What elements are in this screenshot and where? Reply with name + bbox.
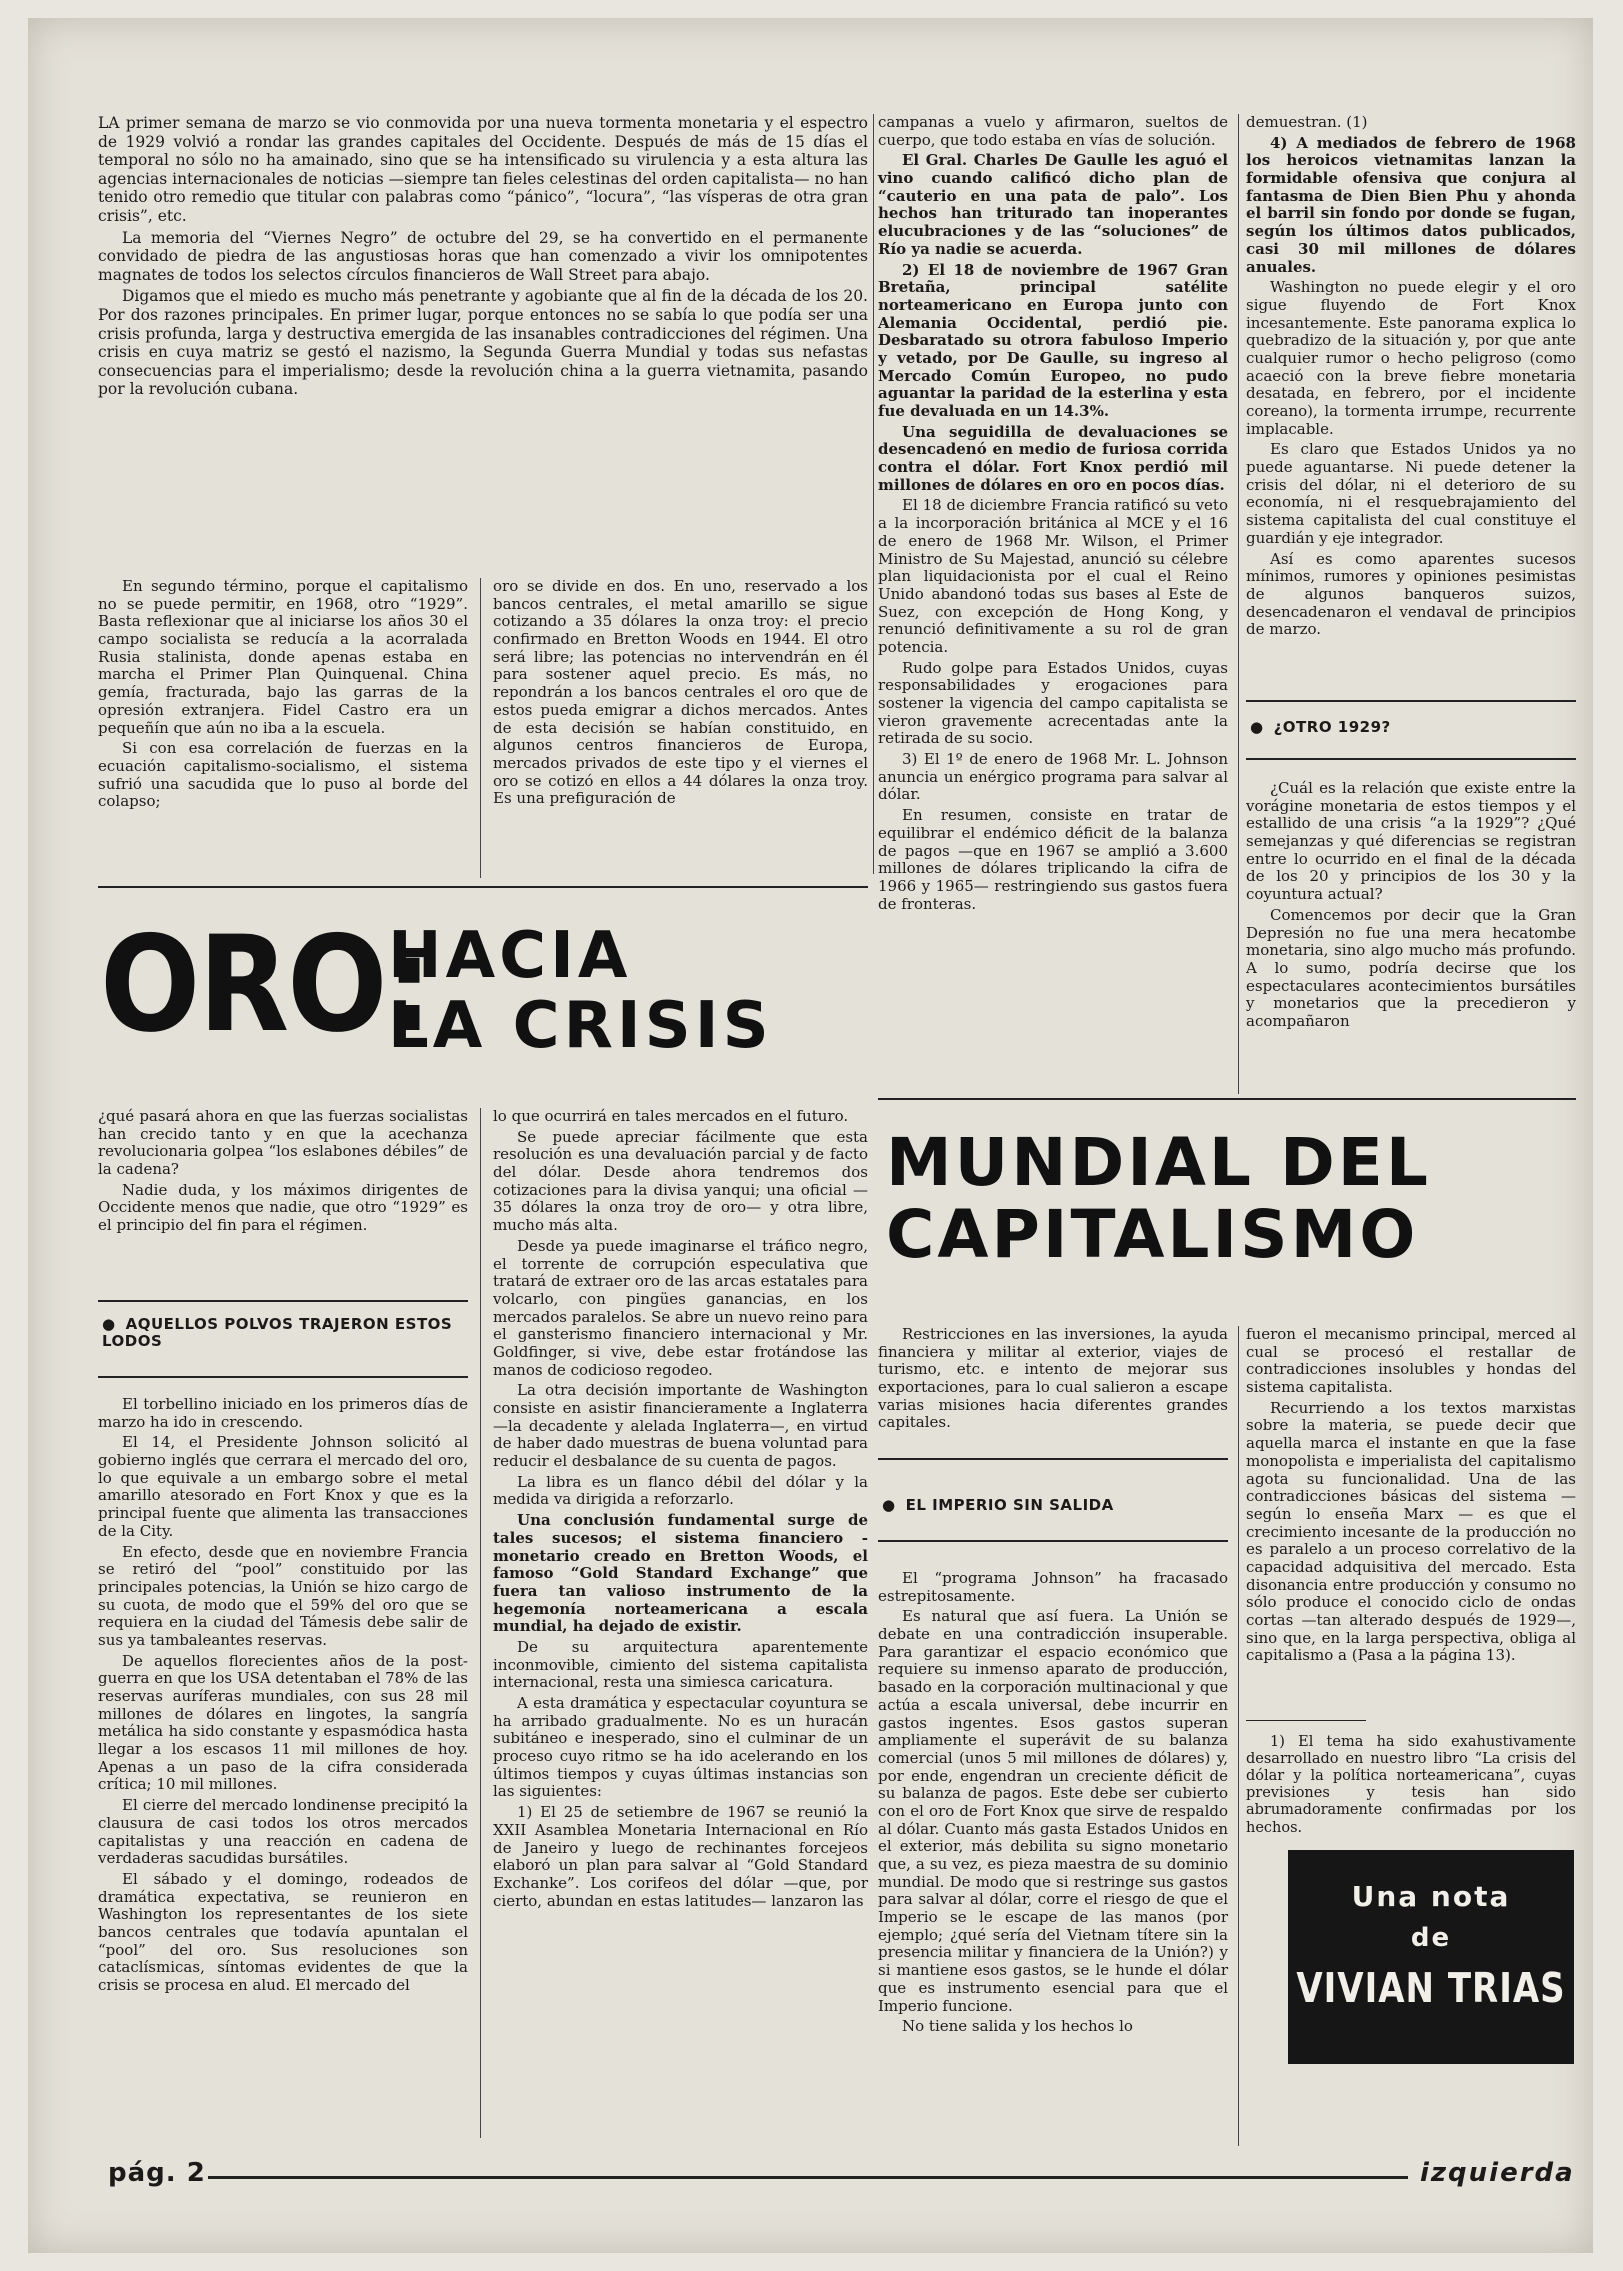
column-f xyxy=(493,1108,868,1913)
column-e2-paragraph-4: De aquellos florecientes años de la post-guerra en que los USA detentaban el 78% de las reservas auríferas mundiales, con sus 28 mil millones de dólares en lingotes, la sangría metálica ha sido constante y espasmódica hasta llegar a los escasos 11 mil millones de hoy. Apenas a un paso de la cifra considerada crítica; 10 mil millones. xyxy=(98,1651,468,1794)
column-f-paragraph-7: De su arquitectura aparentemente inconmovible, cimiento del sistema capitalista internacional, resta una simiesca caricatura. xyxy=(493,1637,868,1692)
column-e2 xyxy=(98,1396,468,1998)
column-e2-paragraph-2: El 14, el Presidente Johnson solicitó al gobierno inglés que cerrara el mercado del oro, lo que equivale a un embargo sobre el metal amarillo atesorado en Fort Knox y que es la principal fuente que alimenta las transacciones de la City. xyxy=(98,1433,468,1540)
column-h-paragraph-2: Recurriendo a los textos marxistas sobre la materia, se puede decir que aquella marca el instante en que la fase monopolista e imperialista del capitalismo agota su funcionalidad. Una de las contradicciones básicas del sistema —según lo enseña Marx — es que el crecimiento incesante de la producción no es paralelo a un proceso correlativo de la capacidad adquisitiva del mercado. Esta disonancia entre producción y consumo no sólo produce el conocido ciclo de ondas cortas —tan alterado después de 1929—, sino que, en la larga perspectiva, obliga al capitalismo a (Pasa a la página 13). xyxy=(1246,1398,1576,1665)
headline-oro: ORO: xyxy=(100,906,431,1062)
publication-name: izquierda xyxy=(1420,2158,1575,2188)
column-f-paragraph-8: A esta dramática y espectacular coyuntura se ha arribado gradualmente. No es un huracán subitáneo e inesperado, sino el culminar de un proceso cuyo ritmo se ha ido acelerando en los últimos tiempos y cuyas últimas instancias son las siguientes: xyxy=(493,1694,868,1801)
column-c-paragraph-2: El Gral. Charles De Gaulle les aguó el vino cuando calificó dicho plan de “cauterio en una pata de palo”. Los hechos han triturado tan inoperantes elucubraciones y de las “soluciones” de Río ya nadie se acuerda. xyxy=(878,151,1228,258)
polvos-heading-rule-bottom xyxy=(98,1376,468,1378)
headline-la-crisis: LA CRISIS xyxy=(388,989,773,1063)
intro-block xyxy=(98,114,868,402)
column-g2-paragraph-2: Es natural que así fuera. La Unión se debate en una contradicción insuperable. Para garantizar el espacio económico que requiere su inmenso aparato de producción, basado en la corporación multinacional y que actúa a escala universal, debe incurrir en gastos ingentes. Esos gastos superan ampliamente el superávit de su balanza comercial (unos 5 mil millones de dólares) y, por ende, engendran un creciente déficit de su balanza de pagos. Este debe ser cubierto con el oro de Fort Knox que sirve de respaldo al dólar. Cuanto más gasta Estados Unidos en el exterior, más debilita su signo monetario que, a su vez, es pieza maestra de su dominio mundial. De modo que si restringe sus gastos para salvar al dólar, corre el riesgo de que el Imperio se le escape de las manos (por ejemplo; ¿qué sería del Vietnam títere sin la presencia militar y financiera de la Unión?) y si mantiene esos gastos, se le hunde el dólar que es instrumento esencial para que el Imperio funcione. xyxy=(878,1607,1228,2015)
column-c-paragraph-6: Rudo golpe para Estados Unidos, cuyas responsabilidades y erogaciones para sostener la vigencia del campo capitalista se vieron gravemente acrecentadas ante la retirada de su socio. xyxy=(878,658,1228,748)
imperio-heading-rule-bottom xyxy=(878,1540,1228,1542)
byline-line-2: de xyxy=(1410,1923,1452,1953)
column-d-paragraph-5: Así es como aparentes sucesos mínimos, rumores y opiniones pesimistas de algunos banqueros suizos, desencadenaron el vendaval de principios de marzo. xyxy=(1246,549,1576,639)
column-e-paragraph-1: ¿qué pasará ahora en que las fuerzas socialistas han crecido tanto y en que la acechanza revolucionaria golpea “los eslabones débiles” de la cadena? xyxy=(98,1107,468,1179)
page-number: pág. 2 xyxy=(108,2158,206,2188)
bullet-icon: ● xyxy=(102,1315,116,1333)
column-f-paragraph-2: Se puede apreciar fácilmente que esta resolución es una devaluación parcial y de facto del dólar. Desde ahora tendremos dos cotizaciones para la divisa yanqui; una oficial — 35 dólares la onza troy de oro— y otra libre, mucho más alta. xyxy=(493,1127,868,1235)
column-e2-paragraph-5: El cierre del mercado londinense precipitó la clausura de casi todos los otros mercados capitalistas y una reacción en cadena de verdaderas sacudidas bursátiles. xyxy=(98,1796,468,1868)
polvos-heading xyxy=(102,1316,462,1351)
column-g xyxy=(878,1326,1228,1435)
column-separator xyxy=(480,1108,481,2138)
footer-rule xyxy=(208,2176,1408,2179)
polvos-heading-text: AQUELLOS POLVOS TRAJERON ESTOS LODOS xyxy=(102,1315,453,1351)
column-g-paragraph-1: Restricciones en las inversiones, la ayuda financiera y militar al exterior, viajes de turismo, etc. e intento de mejorar sus exportaciones, para lo cual salieron a escape varias misiones hacia diferentes grandes capitales. xyxy=(878,1325,1228,1432)
column-g2 xyxy=(878,1570,1228,2039)
column-h-paragraph-1: fueron el mecanismo principal, merced al cual se procesó el restallar de contradicciones insolubles y hondas del sistema capitalista. xyxy=(1246,1325,1576,1397)
column-f-paragraph-3: Desde ya puede imaginarse el tráfico negro, el torrente de corrupción especulativa que tratará de extraer oro de las arcas estatales para volcarlo, con pingües ganancias, en los mercados paralelos. Se abre un nuevo reino para el gansterismo financiero internacional y Mr. Goldfinger, si vive, debe estar frotándose las manos de codicioso regodeo. xyxy=(493,1236,868,1379)
column-e2-paragraph-6: El sábado y el domingo, rodeados de dramática expectativa, se reunieron en Washington los representantes de los siete bancos centrales que todavía apuntalan el “pool” del oro. Sus resoluciones son cataclísmicas, síntomas evidentes de que la crisis se procesa en alud. El mercado del xyxy=(98,1869,468,1994)
column-g2-paragraph-3: No tiene salida y los hechos lo xyxy=(902,2017,1133,2036)
column-e2-paragraph-1: El torbellino iniciado en los primeros días de marzo ha ido in crescendo. xyxy=(98,1395,468,1431)
column-e-paragraph-2: Nadie duda, y los máximos dirigentes de Occidente menos que nadie, que otro “1929” es el principio del fin para el régimen. xyxy=(98,1180,468,1235)
intro-paragraph-2: La memoria del “Viernes Negro” de octubre del 29, se ha convertido en el permanente convidado de piedra de las angustiosas horas que han comenzado a vivir los omnipotentes magnates de todos los selectos círculos financieros de Wall Street para abajo. xyxy=(98,228,868,284)
column-f-paragraph-4: La otra decisión importante de Washington consiste en asistir financieramente a Inglaterra —la decadente y alelada Inglaterra—, en virtud de haber dado muestras de buena voluntad para reducir el desbalance de su cuenta de pagos. xyxy=(493,1381,868,1471)
column-c-paragraph-1: campanas a vuelo y afirmaron, sueltos de cuerpo, que todo estaba en vías de solución. xyxy=(878,113,1228,149)
column-d-paragraph-2: 4) A mediados de febrero de 1968 los heroicos vietnamitas lanzan la formidable ofensiva que conjura al fantasma de Dien Bien Phu y ahonda el barril sin fondo por donde se fugan, según los últimos datos publicados, casi 30 mil millones de dólares anuales. xyxy=(1246,133,1576,276)
column-f-paragraph-5: La libra es un flanco débil del dólar y la medida va dirigida a reforzarlo. xyxy=(493,1472,868,1509)
column-c xyxy=(878,114,1228,916)
column-d-paragraph-1: demuestran. (1) xyxy=(1246,113,1368,131)
column-e xyxy=(98,1108,468,1238)
headline-mundial: MUNDIAL DEL xyxy=(886,1124,1431,1201)
byline-author: VIVIAN TRIAS xyxy=(1296,1965,1566,2013)
column-g2-paragraph-1: El “programa Johnson” ha fracasado estrepitosamente. xyxy=(878,1569,1228,1605)
column-f-paragraph-1: lo que ocurrirá en tales mercados en el futuro. xyxy=(493,1107,849,1125)
mundial-rule-top xyxy=(878,1098,1576,1100)
column-d2 xyxy=(1246,780,1576,1034)
column-b xyxy=(493,578,868,811)
otro-heading-text: ¿OTRO 1929? xyxy=(1273,718,1391,736)
headline-hacia: HACIA xyxy=(388,919,632,993)
intro-paragraph-3: Digamos que el miedo es mucho más penetrante y agobiante que al fin de la década de los 20. Por dos razones principales. En primer lugar, porque entonces no se sabía lo que podía ser una crisis profunda, larga y destructiva emergida de las insanables contradicciones del régimen. Una crisis en cuya matriz se gestó el nazismo, la Segunda Guerra Mundial y todas sus nefastas consecuencias para el imperialismo; desde la revolución china a la guerra vietnamita, pasando por la revolución cubana. xyxy=(98,287,868,399)
byline-line-1: Una nota xyxy=(1351,1880,1511,1913)
footnote xyxy=(1246,1734,1576,1840)
column-d-paragraph-4: Es claro que Estados Unidos ya no puede aguantarse. Ni puede detener la crisis del dólar, ni el deterioro de su economía, ni el resquebrajamiento del sistema capitalista del cual constituye el guardián y eje integrador. xyxy=(1246,440,1576,547)
imperio-heading-text: EL IMPERIO SIN SALIDA xyxy=(905,1496,1114,1514)
otro-heading-rule-bottom xyxy=(1246,758,1576,760)
footnote-text: 1) El tema ha sido exahustivamente desarrollado en nuestro libro “La crisis del dólar y la política norteamericana”, cuyas previsiones y tesis han sido abrumadoramente confirmadas por los hechos. xyxy=(1246,1734,1576,1836)
column-separator xyxy=(480,578,481,878)
column-e2-paragraph-3: En efecto, desde que en noviembre Francia se retiró del “pool” constituido por las principales potencias, la Unión se hizo cargo de su cuota, de modo que el 59% del oro que se requiera en la ciudad del Támesis debe salir de sus ya tambaleantes reservas. xyxy=(98,1542,468,1649)
column-c-paragraph-5: El 18 de diciembre Francia ratificó su veto a la incorporación británica al MCE y el 16 de enero de 1968 Mr. Wilson, el Primer Ministro de Su Majestad, anunció su célebre plan liquidacionista por el cual el Reino Unido abandonó todas sus bases al Este de Suez, con excepción de Hong Kong, y renunció definitivamente a su rol de gran potencia. xyxy=(878,496,1228,656)
column-d-paragraph-3: Washington no puede elegir y el oro sigue fluyendo de Fort Knox incesantemente. Este panorama explica lo quebradizo de la situación y, por que ante cualquier rumor o hecho peligroso (como acaeció con la breve fiebre monetaria desatada, en febrero, por el incidente coreano), la tormenta irrumpe, recurrente implacable. xyxy=(1246,278,1576,438)
bullet-icon: ● xyxy=(882,1496,896,1514)
column-d xyxy=(1246,114,1576,642)
headline-rule-top xyxy=(98,886,868,888)
column-a-paragraph-2: Si con esa correlación de fuerzas en la ecuación capitalismo-socialismo, el sistema sufrió una sacudida que lo puso al borde del colapso; xyxy=(98,739,468,811)
imperio-heading xyxy=(882,1496,1114,1514)
footnote-rule xyxy=(1246,1720,1366,1721)
bullet-icon: ● xyxy=(1250,718,1264,736)
column-separator xyxy=(873,114,874,874)
column-c-paragraph-7: 3) El 1º de enero de 1968 Mr. L. Johnson anuncia un enérgico programa para salvar al dólar. xyxy=(878,750,1228,804)
imperio-heading-rule-top xyxy=(878,1458,1228,1460)
column-b-paragraph-1: oro se divide en dos. En uno, reservado a los bancos centrales, el metal amarillo se sigue cotizando a 35 dólares la onza troy: el precio confirmado en Bretton Woods en 1944. El otro será libre; las potencias no intervendrán en él para sostener aquel precio. Es más, no repondrán a los bancos centrales el oro que de estos pueda emigrar a dichos mercados. Antes de esta decisión se habían constituido, en algunos centros financieros de Europa, mercados privados de este tipo y el viernes el oro se cotizó en ellos a 44 dólares la onza troy. Es una prefiguración de xyxy=(493,577,868,808)
headline-capitalismo: CAPITALISMO xyxy=(886,1196,1419,1273)
column-separator xyxy=(1238,1326,1239,2146)
column-d2-paragraph-2: Comencemos por decir que la Gran Depresión no fue una mera hecatombe monetaria, sino algo mucho más profundo. A lo sumo, podría decirse que los espectaculares acontecimientos bursátiles y monetarios que la precedieron y acompañaron xyxy=(1246,905,1576,1030)
column-c-paragraph-3: 2) El 18 de noviembre de 1967 Gran Bretaña, principal satélite norteamericano en Europa junto con Alemania Occidental, perdió pie. Desbaratado su otrora fabuloso Imperio y vetado, por De Gaulle, su ingreso al Mercado Común Europeo, no pudo aguantar la paridad de la esterlina y esta fue devaluada en un 14.3%. xyxy=(878,260,1228,420)
newspaper-page xyxy=(28,18,1593,2253)
polvos-heading-rule-top xyxy=(98,1300,468,1302)
column-h xyxy=(1246,1326,1576,1668)
column-separator xyxy=(1238,114,1239,1094)
column-f-paragraph-9: 1) El 25 de setiembre de 1967 se reunió la XXII Asamblea Monetaria Internacional en Río de Janeiro y luego de rechinantes forcejeos elaboró un plan para salvar al “Gold Standard Exchanke”. Los corifeos del dólar —que, por cierto, abundan en estas latitudes— lanzaron las xyxy=(493,1803,868,1910)
column-a-paragraph-1: En segundo término, porque el capitalismo no se puede permitir, en 1968, otro “1929”. Basta reflexionar que al iniciarse los años 30 el campo socialista se reducía a la acorralada Rusia stalinista, donde apenas estaba en marcha el Primer Plan Quinquenal. China gemía, fracturada, bajo las garras de la opresión extranjera. Fidel Castro era un pequeñín que aún no iba a la escuela. xyxy=(98,577,468,737)
column-c-paragraph-4: Una seguidilla de devaluaciones se desencadenó en medio de furiosa corrida contra el dólar. Fort Knox perdió mil millones de dólares en oro en pocos días. xyxy=(878,422,1228,494)
byline-box xyxy=(1288,1850,1574,2064)
column-f-paragraph-6: Una conclusión fundamental surge de tales sucesos; el sistema financiero - monetario creado en Bretton Woods, el famoso “Gold Standard Exchange” que fuera tan valioso instrumento de la hegemonía norteamericana a escala mundial, ha dejado de existir. xyxy=(493,1511,868,1636)
column-d2-paragraph-1: ¿Cuál es la relación que existe entre la vorágine monetaria de estos tiempos y el estallido de una crisis “a la 1929”? ¿Qué semejanzas y qué diferencias se registran entre lo ocurrido en el final de la década de los 20 y principios de los 30 y la coyuntura actual? xyxy=(1246,779,1576,904)
column-c-paragraph-8: En resumen, consiste en tratar de equilibrar el endémico déficit de la balanza de pagos —que en 1967 se amplió a 3.600 millones de dólares triplicando la cifra de 1966 y 1965— restringiendo sus gastos fuera de fronteras. xyxy=(878,806,1228,913)
otro-heading-rule-top xyxy=(1246,700,1576,702)
column-a xyxy=(98,578,468,814)
intro-paragraph-1: LA primer semana de marzo se vio conmovida por una nueva tormenta monetaria y el espectro de 1929 volvió a rondar las grandes capitales del Occidente. Después de más de 15 días el temporal no sólo no ha amainado, sino que se ha intensificado su virulencia y a esta altura las agencias internacionales de noticias —siempre tan fieles celestinas del orden capitalista— no han tenido otro remedio que titular con palabras como “pánico”, “locura”, “las vísperas de otra gran crisis”, etc. xyxy=(98,114,868,225)
otro-heading xyxy=(1250,718,1391,736)
